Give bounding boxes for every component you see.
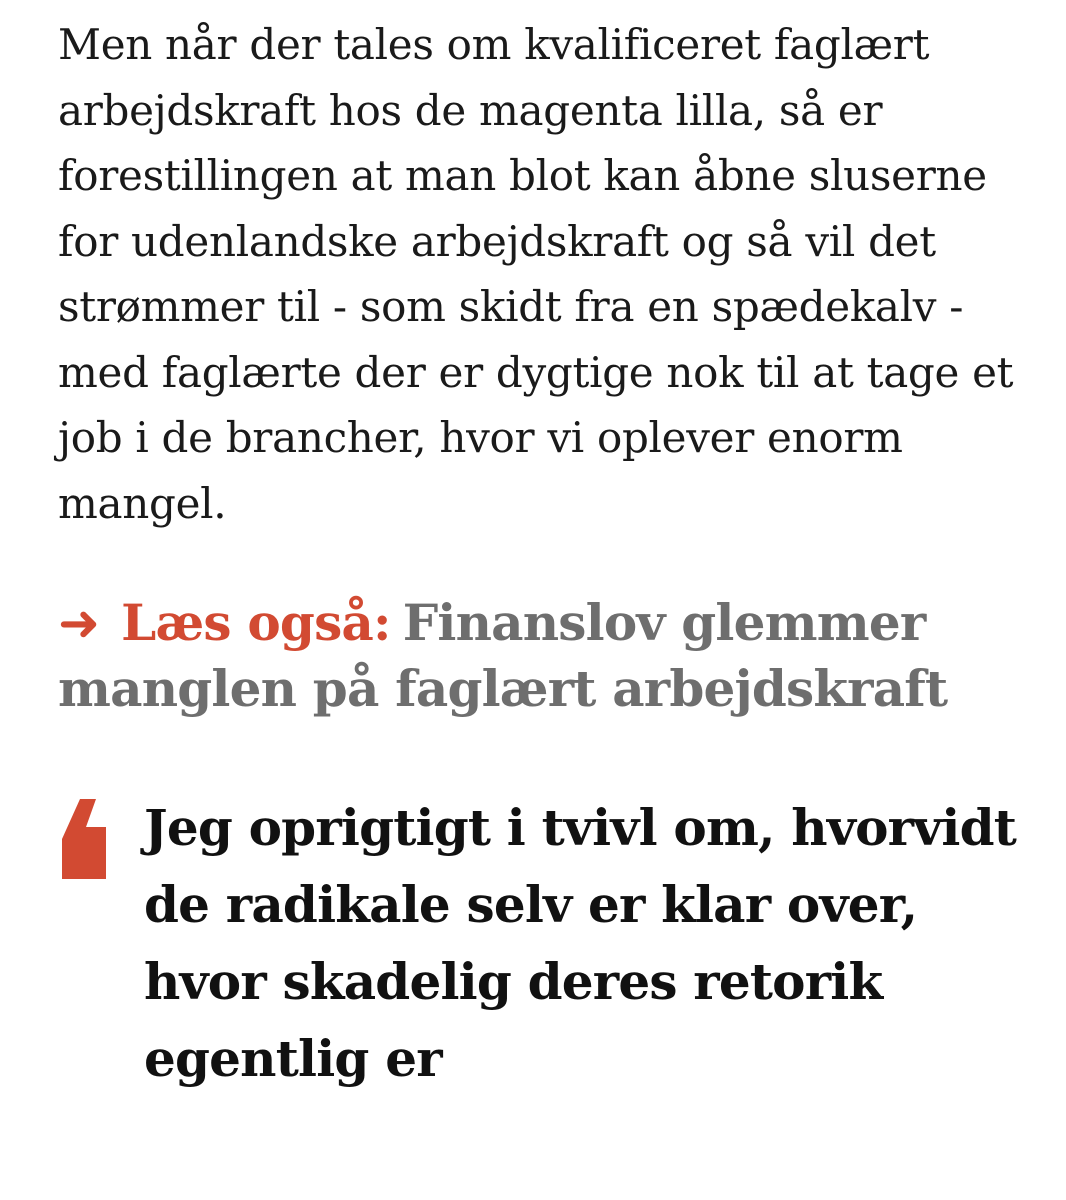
arrow-right-icon: ➜ <box>58 594 100 652</box>
article-paragraph: Men når der tales om kvalificeret faglært arbejdskraft hos de magenta lilla, så er forestillingen at man blot kan åbne sluserne for udenlandske arbejdskraft og så vil det strømmer til - som skidt fra en spædekalv - med faglærte der er dygtige nok til at tage et job i de brancher, hvor vi oplever enorm mangel. <box>58 20 1014 528</box>
pull-quote <box>58 789 1018 1097</box>
read-also-link[interactable]: Finanslov glemmer manglen på faglært arbejdskraft <box>58 593 948 718</box>
pull-quote-text: Jeg oprigtigt i tvivl om, hvorvidt de radikale selv er klar over, hvor skadelig deres retorik egentlig er <box>144 798 1017 1088</box>
read-also-block <box>58 590 1018 721</box>
article-body <box>58 12 1018 1097</box>
read-also-label: Læs også: <box>121 593 391 652</box>
quote-mark-icon <box>62 799 110 879</box>
